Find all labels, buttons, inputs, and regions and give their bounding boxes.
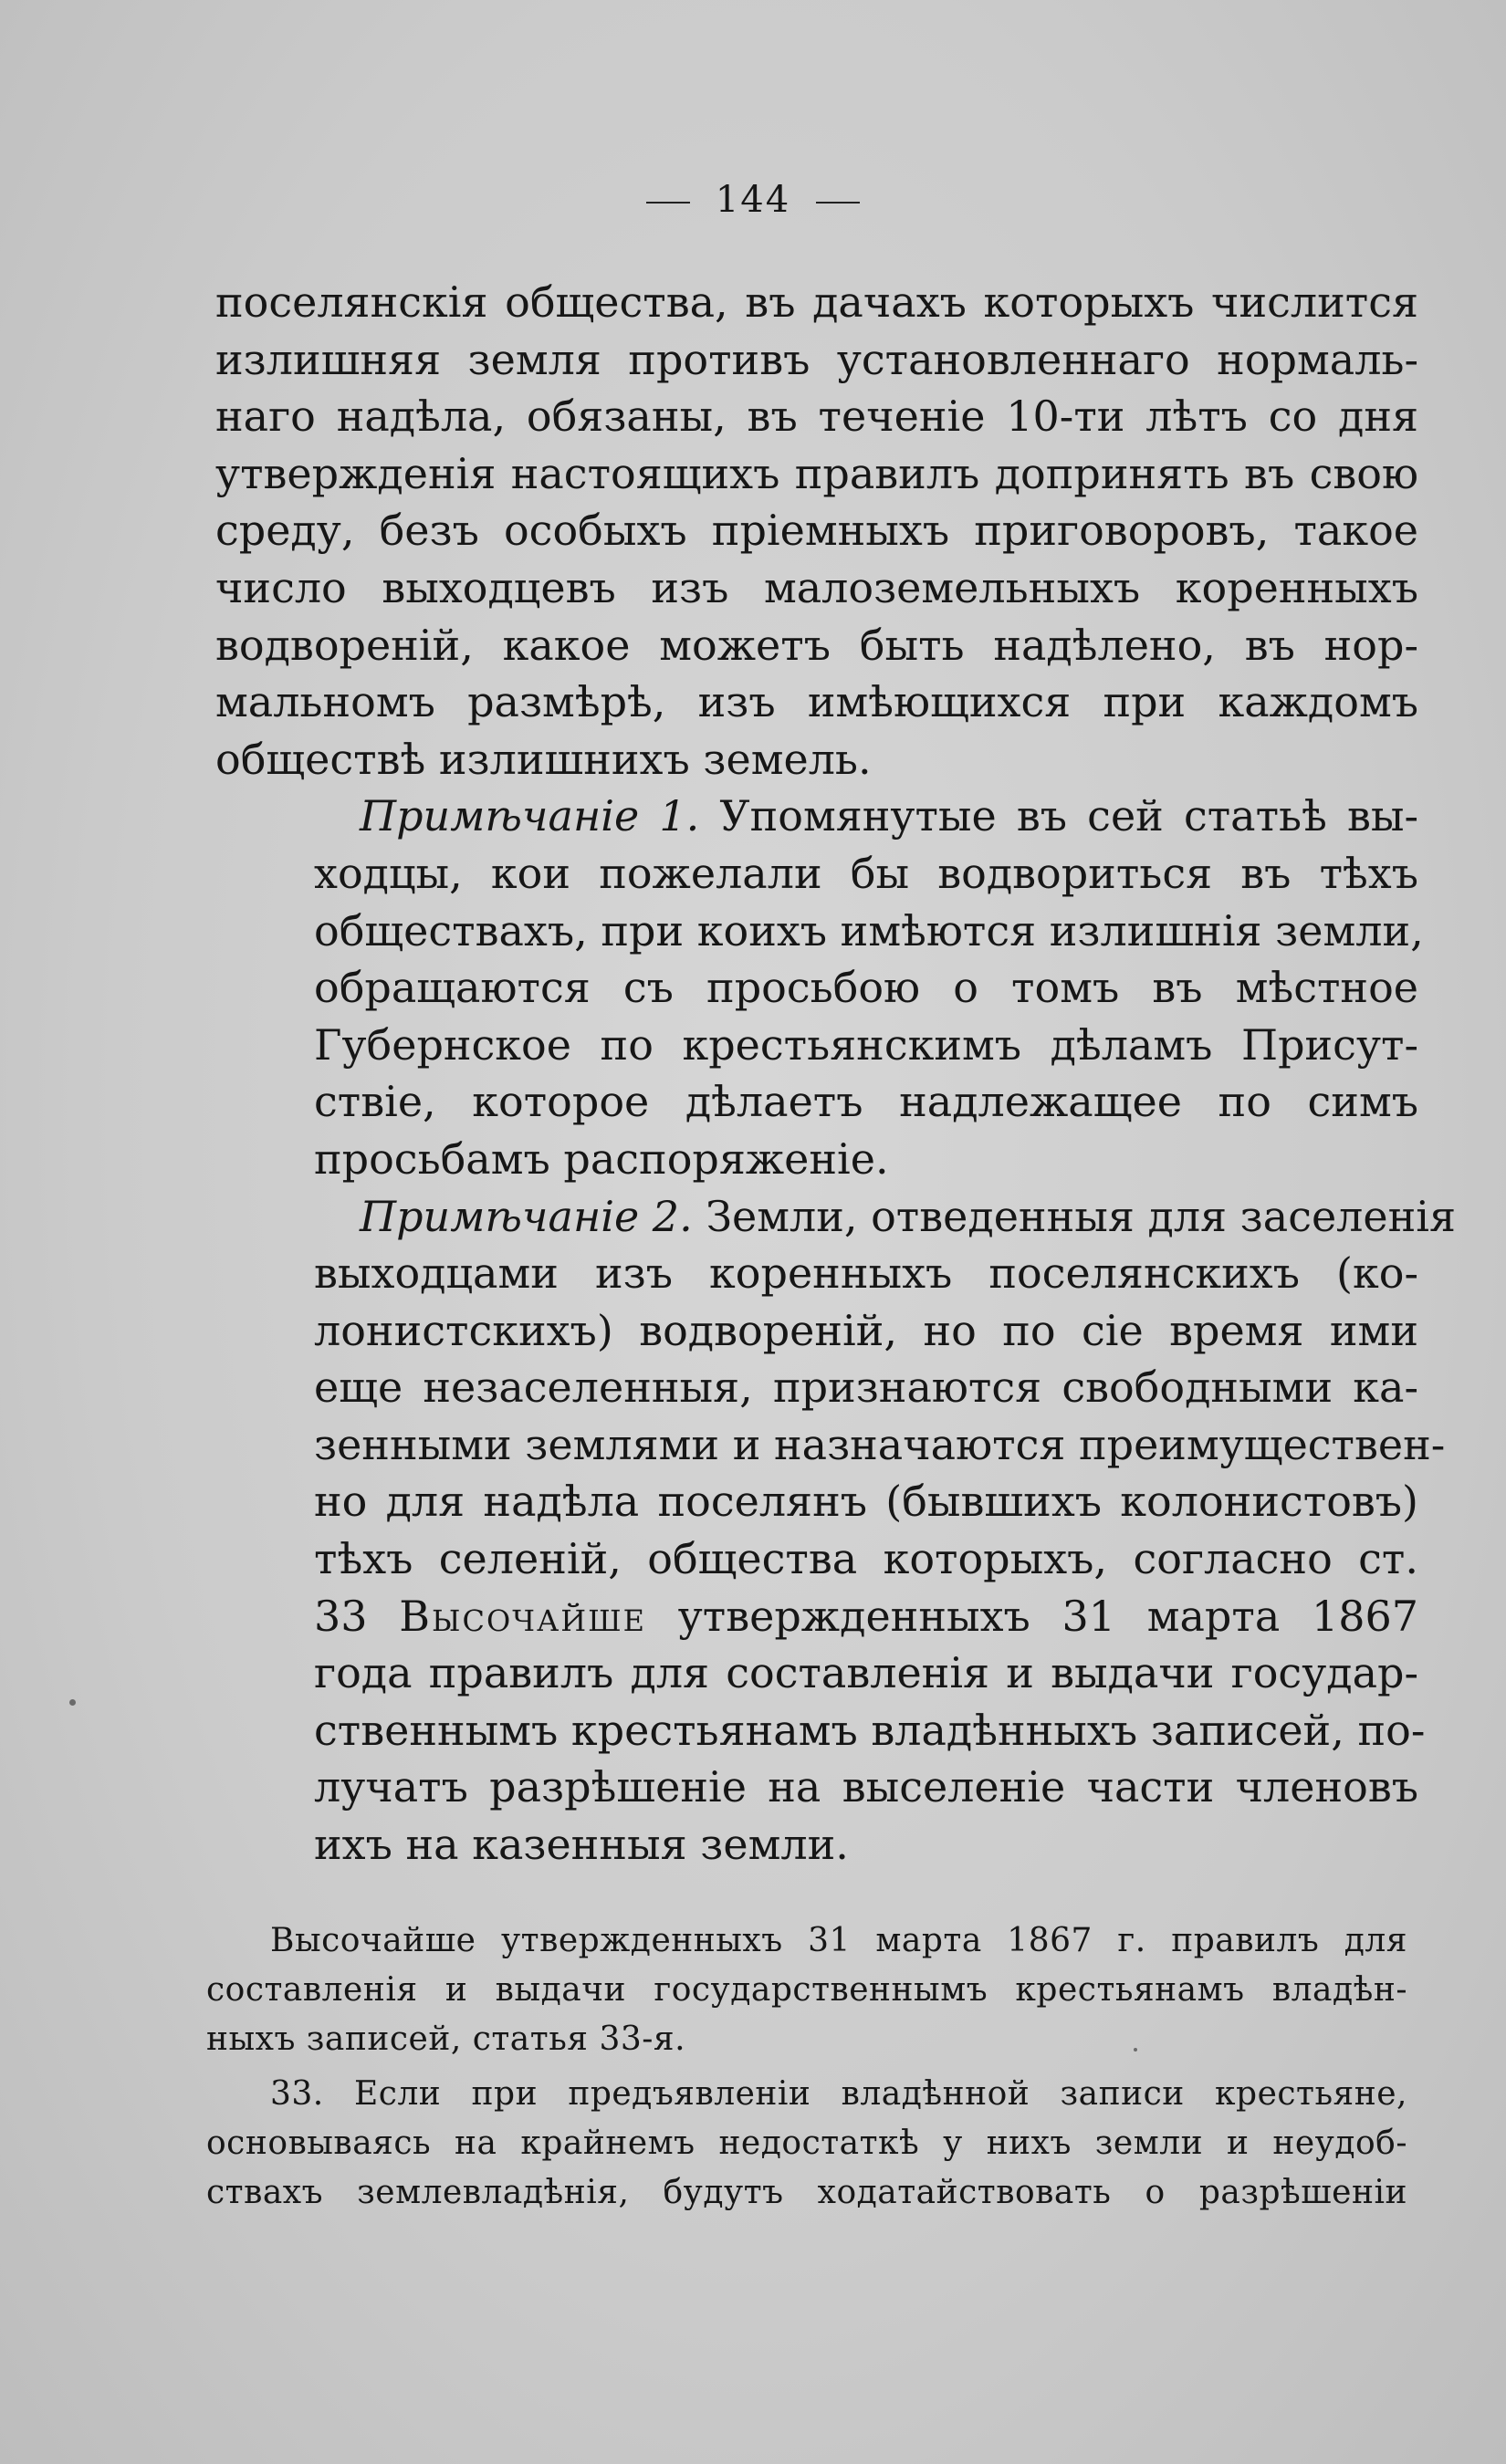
text-line: число выходцевъ изъ малоземельныхъ коренныхъ <box>215 562 1418 612</box>
article-number-ref: 33 <box>314 1591 368 1641</box>
footnote-line: 33. Если при предъявленіи владѣнной записи крестьяне, <box>270 2075 1407 2113</box>
footnote-heading <box>206 1916 1407 2064</box>
footnote-line: Высочайше утвержденныхъ 31 марта 1867 г. правилъ для <box>270 1922 1407 1959</box>
text-line: просьбамъ распоряженіе. <box>314 1133 889 1184</box>
text-line: тѣхъ селеній, общества которыхъ, согласно ст. <box>314 1534 1418 1584</box>
main-paragraph <box>215 274 1418 788</box>
text-line: водвореній, какое можетъ быть надѣлено, въ нор- <box>215 620 1418 670</box>
page-number-dash-right <box>816 202 860 204</box>
footnote-article-33 <box>206 2070 1407 2218</box>
text-line: ихъ на казенныя земли. <box>314 1820 849 1870</box>
note-2-first-text: Земли, отведенныя для заселенія <box>706 1191 1457 1241</box>
text-line: наго надѣла, обязаны, въ теченіе 10-ти лѣтъ со дня <box>215 392 1418 442</box>
note-2-first-line <box>215 1188 1457 1246</box>
text-line: поселянскія общества, въ дачахъ которыхъ числится <box>215 277 1418 327</box>
text-line: еще незаселенныя, признаются свободными ка- <box>314 1363 1418 1413</box>
text-line: утвержденія настоящихъ правилъ допринять въ свою <box>215 448 1418 498</box>
page-number-value: 144 <box>715 179 791 221</box>
page-number-dash-left <box>646 202 690 204</box>
note-2-label: Примѣчаніе 2. <box>360 1191 693 1241</box>
text-line: обществахъ, при коихъ имѣются излишнія земли, <box>314 905 1424 955</box>
note-1 <box>215 788 1424 1187</box>
text-line: года правилъ для составленія и выдачи государ- <box>314 1648 1418 1698</box>
text-line-33 <box>314 1588 1418 1645</box>
vysochayshe-caps: Высочайше <box>399 1591 647 1641</box>
note-1-first-line <box>215 788 1418 845</box>
note-1-first-text: Упомянутые въ сей статьѣ вы- <box>719 791 1419 841</box>
text-line: но для надѣла поселянъ (бывшихъ колонистовъ) <box>314 1477 1418 1527</box>
footnote-line: составленія и выдачи государственнымъ крестьянамъ владѣн- <box>206 1971 1407 2009</box>
text-line: среду, безъ особыхъ пріемныхъ приговоровъ, такое <box>215 506 1418 556</box>
text-line: мальномъ размѣрѣ, изъ имѣющихся при каждомъ <box>215 677 1418 727</box>
text-line: выходцами изъ коренныхъ поселянскихъ (ко- <box>314 1248 1418 1299</box>
text-line: ходцы, кои пожелали бы водвориться въ тѣхъ <box>314 848 1418 898</box>
note-2 <box>215 1188 1457 1874</box>
footnote-line: ствахъ землевладѣнія, будутъ ходатайствовать о разрѣшеніи <box>206 2174 1407 2211</box>
page-number <box>0 179 1506 221</box>
text-line: ственнымъ крестьянамъ владѣнныхъ записей, по- <box>314 1705 1426 1755</box>
line-33-suffix: утвержденныхъ 31 марта 1867 <box>677 1591 1419 1641</box>
text-line: излишняя земля противъ установленнаго нормаль- <box>215 334 1418 384</box>
note-1-label: Примѣчаніе 1. <box>360 791 700 841</box>
footnote-line: ныхъ записей, статья 33-я. <box>206 2020 686 2058</box>
article-body <box>215 274 1457 1874</box>
text-line: зенными землями и назначаются преимуществен- <box>314 1419 1446 1469</box>
text-line: Губернское по крестьянскимъ дѣламъ Присут- <box>314 1019 1418 1070</box>
ink-speck <box>1134 2048 1137 2052</box>
text-line: обществѣ излишнихъ земель. <box>215 734 872 784</box>
text-line: обращаются съ просьбою о томъ въ мѣстное <box>314 963 1418 1013</box>
ink-speck <box>69 1699 76 1706</box>
text-line: ствіе, которое дѣлаетъ надлежащее по симъ <box>314 1077 1418 1127</box>
text-line: лонистскихъ) водвореній, но по сіе время ими <box>314 1305 1418 1355</box>
footnote-line: основываясь на крайнемъ недостаткѣ у нихъ земли и неудоб- <box>206 2125 1407 2162</box>
text-line: лучатъ разрѣшеніе на выселеніе части членовъ <box>314 1762 1418 1812</box>
